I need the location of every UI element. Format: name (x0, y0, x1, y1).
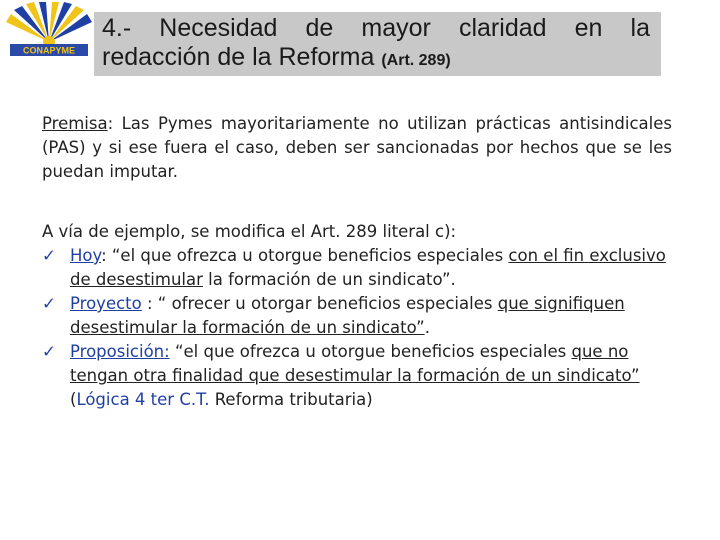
item-label-proposicion: Proposición: (70, 342, 170, 361)
item-emphasis-proyecto: que signifiquen desestimular la formación de un sindicato” (70, 294, 625, 337)
checkmark-icon: ✓ (42, 342, 56, 361)
item-label-proyecto: Proyecto (70, 294, 142, 313)
item-text-hoy: : “el que ofrezca u otorgue beneficios especiales (101, 246, 509, 265)
title-bar (94, 12, 661, 76)
item-emphasis-hoy: con el fin exclusivo de desestimular (70, 246, 666, 289)
item-tail-proyecto: . (424, 318, 430, 337)
title-line-2-text: redacción de la Reforma (102, 43, 375, 71)
checkmark-icon: ✓ (42, 294, 56, 313)
item-tail-open-proposicion: ( (70, 390, 77, 409)
premise-paragraph (42, 112, 672, 184)
item-tail-hoy: la formación de un sindicato”. (202, 270, 456, 289)
sunburst-icon (6, 2, 92, 48)
premise-label: Premisa (42, 114, 108, 133)
premise-text: Las Pymes mayoritariamente no utilizan prácticas antisindicales (PAS) y si ese fuera el caso, deben ser sancionadas por hechos que se les puedan imputar. (42, 114, 672, 181)
item-label-hoy: Hoy (70, 246, 102, 265)
list-item-proposicion (42, 340, 672, 412)
item-emphasis-proposicion: que no tengan otra finalidad que desestimular la formación de un sindicato” (70, 342, 640, 385)
item-text-proyecto: : “ ofrecer u otorgar beneficios especiales (141, 294, 498, 313)
title-line-2 (102, 43, 451, 75)
slide-body (42, 112, 672, 412)
item-tail-close-proposicion: Reforma tributaria) (209, 390, 373, 409)
list-item-proyecto (42, 292, 672, 340)
title-line-1: 4.- Necesidad de mayor claridad en la (102, 14, 650, 42)
logo-text: CONAPYME (22, 45, 76, 56)
premise-colon: : (107, 114, 114, 133)
example-intro: A vía de ejemplo, se modifica el Art. 289 literal c): (42, 222, 457, 241)
item-text-proposicion: “el que ofrezca u otorgue beneficios especiales (169, 342, 572, 361)
checkmark-icon: ✓ (42, 246, 56, 265)
conapyme-logo (4, 2, 94, 62)
item-reference-proposicion: Lógica 4 ter C.T. (76, 390, 210, 409)
article-reference: (Art. 289) (381, 52, 451, 69)
list-item-hoy (42, 244, 672, 292)
